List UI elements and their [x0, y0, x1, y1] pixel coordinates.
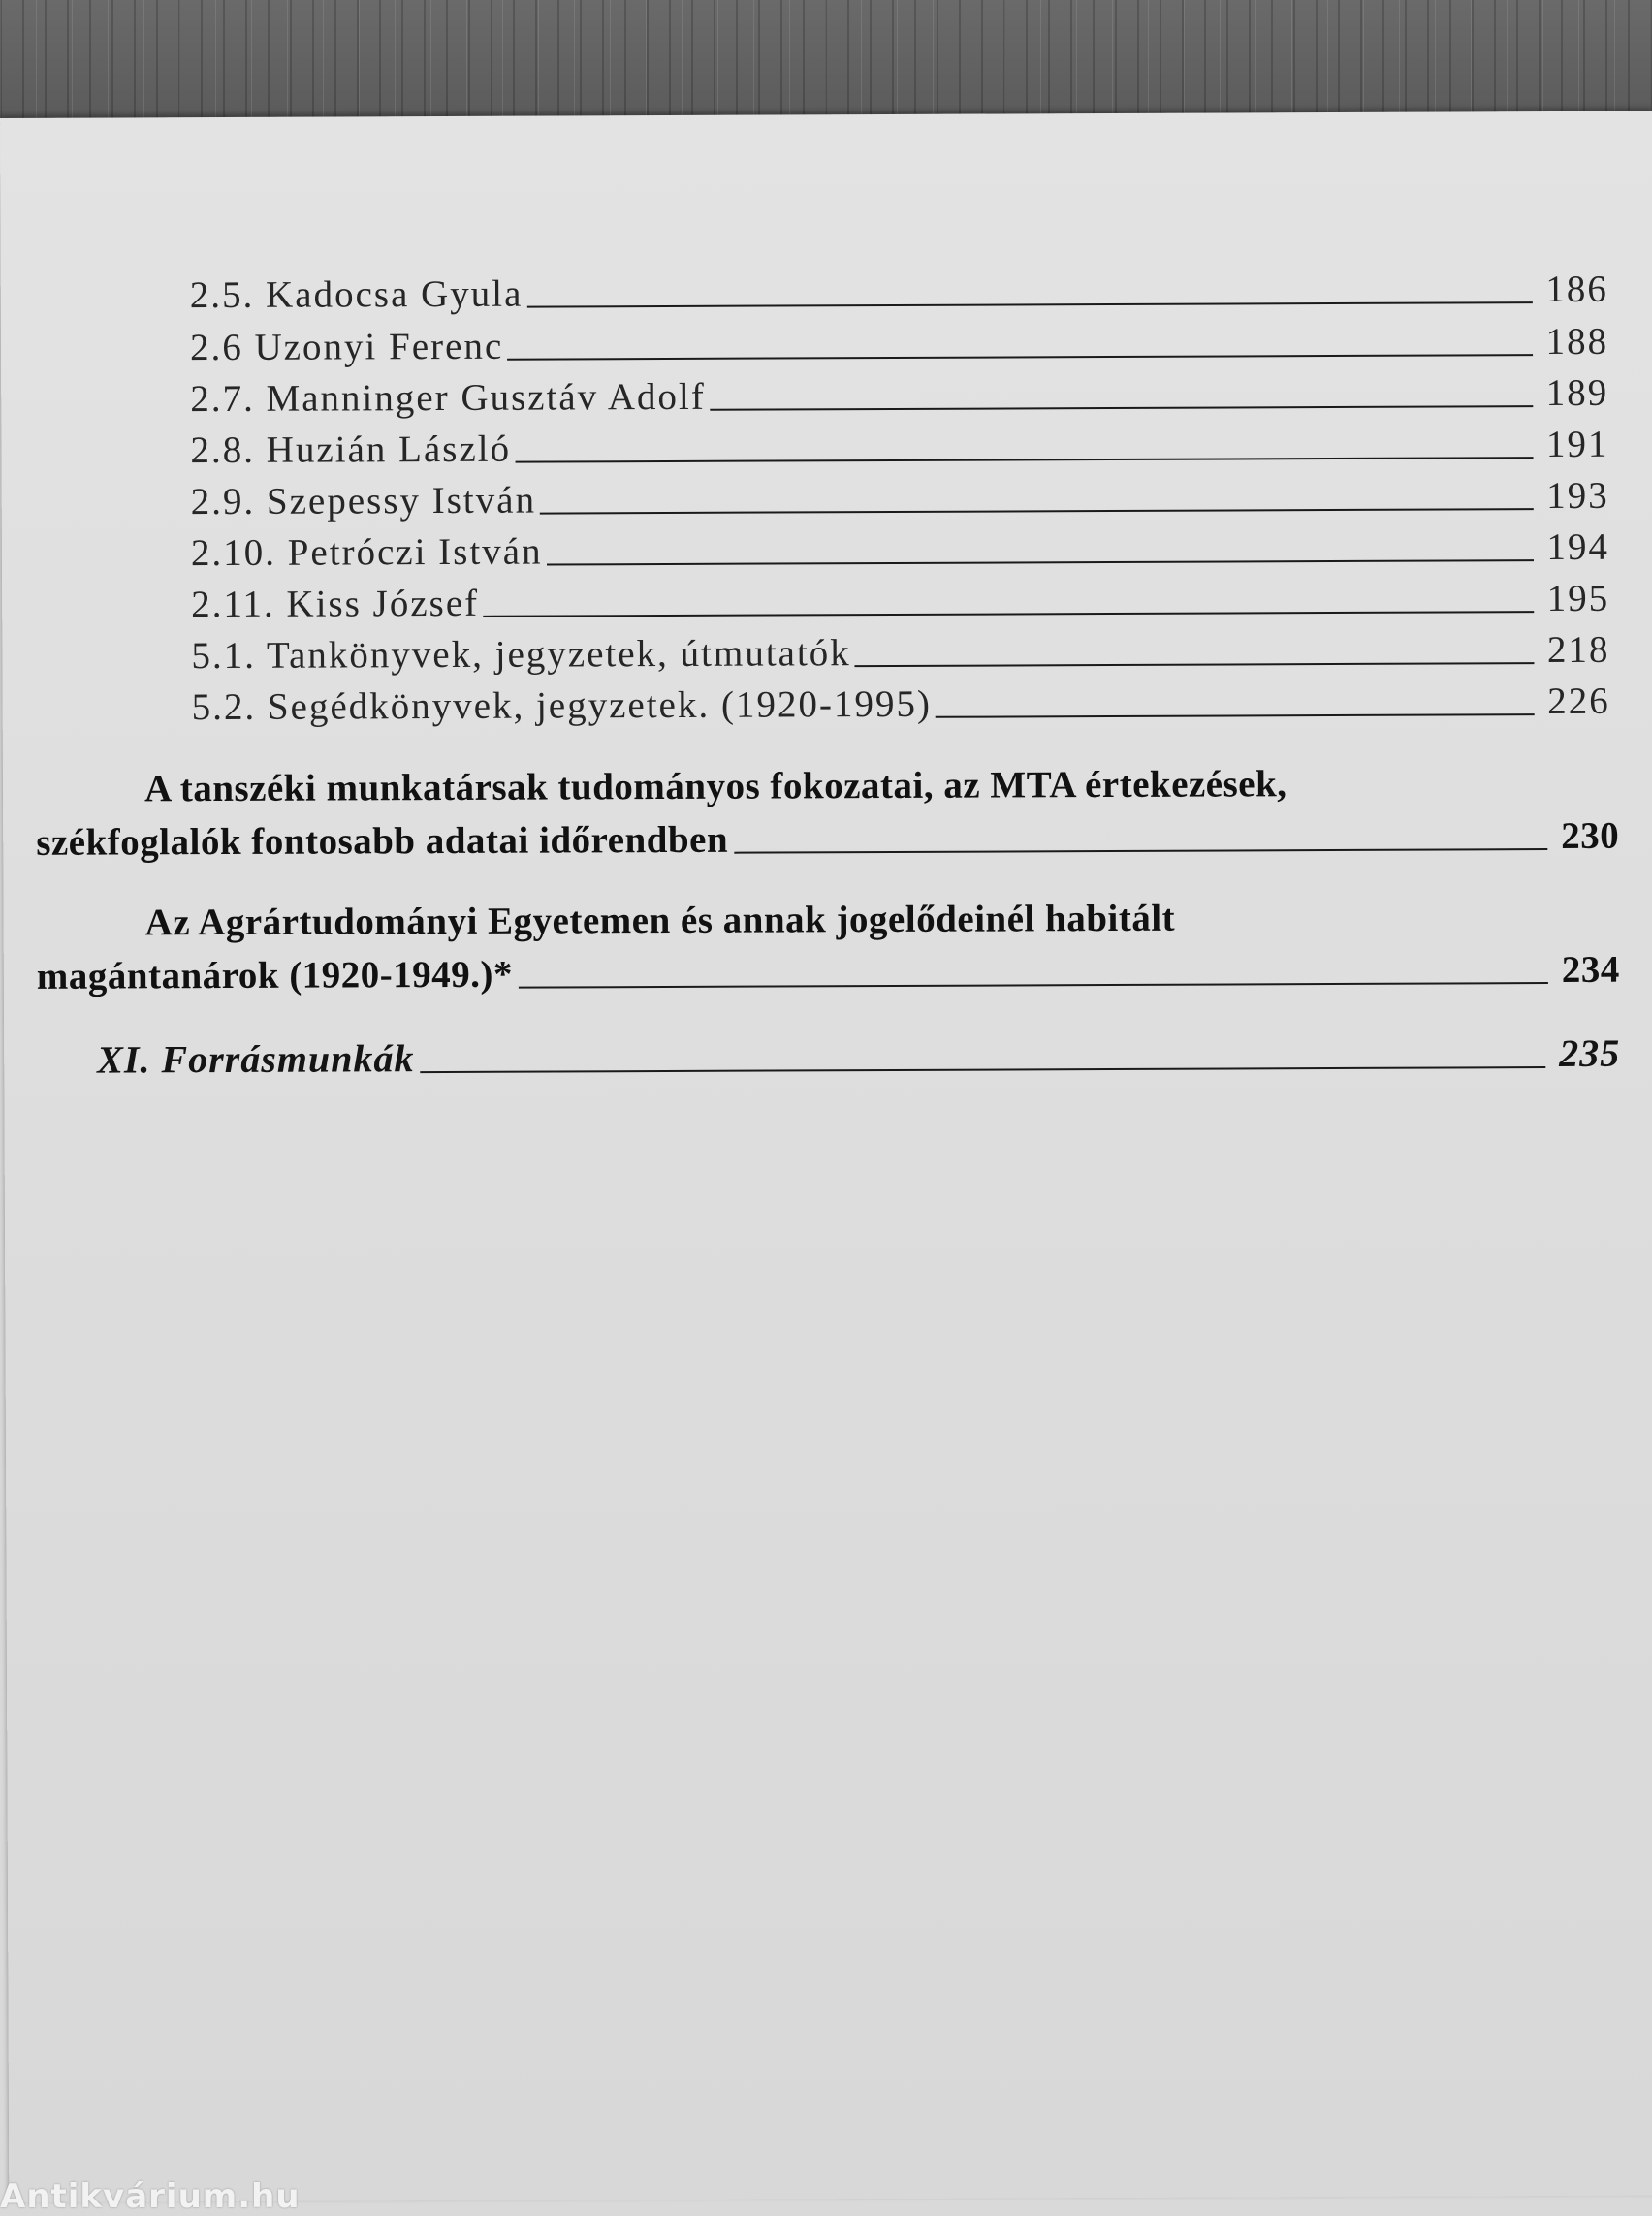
toc-entry	[192, 677, 1610, 729]
toc-page-number: 188	[1545, 320, 1609, 364]
toc-entry-title: 2.7. Manninger Gusztáv Adolf	[190, 375, 706, 421]
toc-page-number: 234	[1561, 948, 1620, 991]
toc-section-entry	[36, 811, 1619, 865]
toc-entry	[190, 368, 1608, 421]
toc-leader-line	[515, 457, 1533, 463]
toc-entry	[190, 420, 1608, 472]
toc-entry	[190, 265, 1608, 317]
toc-entry-title: 2.9. Szepessy István	[190, 479, 537, 523]
toc-page-number: 195	[1546, 577, 1610, 620]
toc-leader-line	[936, 713, 1534, 718]
toc-entry	[191, 471, 1609, 523]
toc-entry	[190, 317, 1608, 369]
toc-page-number: 226	[1547, 680, 1610, 723]
toc-page-number: 186	[1545, 268, 1608, 311]
toc-entry-title: 2.11. Kiss József	[191, 582, 480, 626]
toc-page-number: 193	[1546, 474, 1609, 518]
toc-entry-title: 2.8. Huzián László	[190, 427, 512, 472]
toc-entry	[191, 522, 1609, 575]
toc-page-number: 230	[1561, 814, 1620, 857]
toc-leader-line	[540, 508, 1533, 514]
toc-leader-line	[734, 848, 1547, 854]
book-page	[0, 111, 1652, 2202]
toc-entry-title: XI. Forrásmunkák	[97, 1036, 415, 1082]
toc-chapter-entry	[97, 1028, 1620, 1083]
toc-entry-title: 2.6 Uzonyi Ferenc	[189, 325, 504, 369]
toc-entry	[191, 574, 1609, 626]
toc-entry	[191, 625, 1609, 678]
toc-leader-line	[855, 662, 1534, 667]
toc-page-number: 218	[1546, 628, 1610, 672]
toc-entry-title: 5.1. Tankönyvek, jegyzetek, útmutatók	[191, 632, 851, 678]
toc-page-number: 235	[1559, 1030, 1621, 1075]
toc-leader-line	[519, 982, 1548, 989]
toc-leader-line	[547, 559, 1534, 565]
toc-entry-title: magántanárok (1920-1949.)*	[36, 953, 514, 997]
background-surface	[0, 0, 1652, 126]
toc-leader-line	[483, 611, 1534, 617]
toc-entry-title: 2.10. Petróczi István	[190, 530, 543, 575]
toc-entry-title: 2.5. Kadocsa Gyula	[189, 272, 524, 317]
toc-entry-title: székfoglalók fontosabb adatai időrendben	[36, 818, 729, 864]
section-heading-line: A tanszéki munkatársak tudományos fokozatai, az MTA értekezések,	[143, 763, 1287, 810]
toc-page-number: 189	[1545, 371, 1609, 415]
toc-section-entry	[37, 945, 1620, 998]
toc-page-number: 194	[1546, 525, 1610, 569]
watermark-text: Antikvárium.hu	[0, 2177, 301, 2216]
toc-leader-line	[421, 1066, 1546, 1073]
table-of-contents	[0, 111, 1652, 1378]
toc-leader-line	[526, 301, 1532, 308]
toc-leader-line	[507, 354, 1532, 361]
toc-entry-title: 5.2. Segédkönyvek, jegyzetek. (1920-1995)	[191, 682, 932, 729]
toc-leader-line	[710, 405, 1533, 411]
toc-page-number: 191	[1545, 423, 1609, 466]
section-heading-line: Az Agrártudományi Egyetemen és annak jogelődeinél habitált	[144, 897, 1176, 944]
